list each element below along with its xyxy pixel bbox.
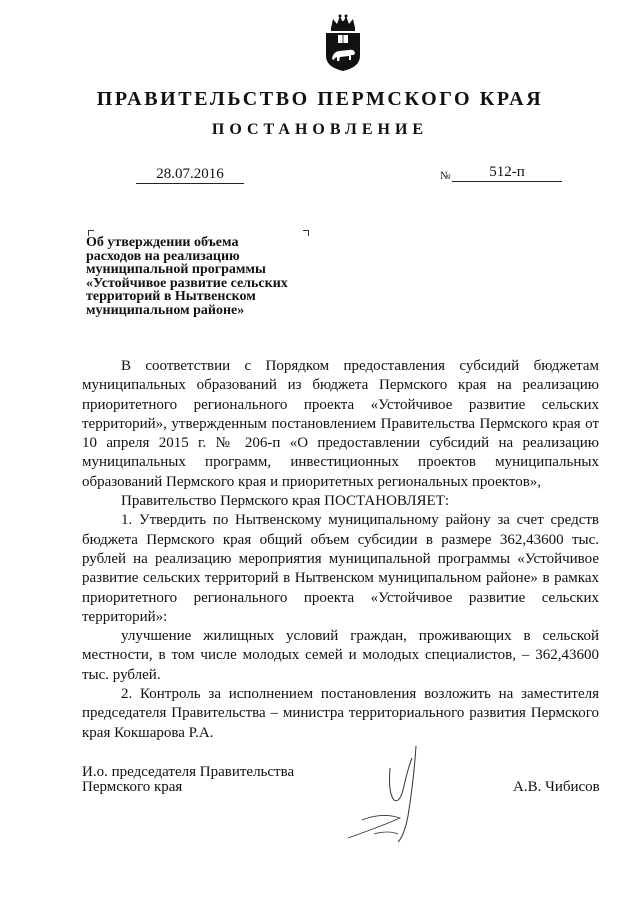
subject-line: Об утверждении объема	[86, 235, 239, 250]
signatory-position-line: И.о. председателя Правительства	[82, 764, 295, 780]
document-type: ПОСТАНОВЛЕНИЕ	[211, 121, 429, 138]
number-sign: №	[440, 170, 451, 182]
subject-line: муниципальной программы	[86, 262, 266, 278]
signatory-position	[82, 765, 294, 795]
subject-line: расходов на реализацию	[86, 248, 240, 264]
document-body	[82, 357, 599, 743]
signatory-name: А.В. Чибисов	[513, 779, 600, 795]
subject-line: «Устойчивое развитие сельских	[86, 275, 288, 291]
organization-title: ПРАВИТЕЛЬСТВО ПЕРМСКОГО КРАЯ	[96, 88, 544, 110]
body-paragraph-item-2: 2. Контроль за исполнением постановления возложить на заместителя председателя Правительства – министра территориального развития Пермского края Кокшарова Р.А.	[82, 686, 599, 741]
document-date: 28.07.2016	[136, 166, 244, 184]
body-paragraph-preamble: В соответствии с Порядком предоставления субсидий бюджетам муниципальных образований из бюджета Пермского края на реализацию приоритетного регионального проекта «Устойчивое развитие сельских территорий», утвержденным постановлением Правительства Пермского края от 10 апреля 2015 г. № 206-п «О предоставлении субсидий на реализацию муниципальных программ, инвестиционных проектов муниципальных образований Пермского края и приоритетных региональных проектов»,	[82, 358, 599, 490]
handwritten-signature	[342, 738, 452, 848]
subject-line: территорий в Нытвенском	[86, 289, 256, 305]
body-paragraph-resolves: Правительство Пермского края ПОСТАНОВЛЯЕТ:	[121, 493, 450, 510]
perm-krai-coat-of-arms-icon	[323, 14, 363, 72]
document-number: 512-п	[452, 164, 562, 182]
subject-line: муниципальном районе»	[86, 302, 245, 318]
document-subject	[86, 236, 316, 318]
body-paragraph-item-1: 1. Утвердить по Нытвенскому муниципальному району за счет средств бюджета Пермского края общий объем субсидии в размере 362,43600 тыс. рублей на реализацию мероприятия муниципальной программы «Устойчивое развитие сельских территорий в Нытвенском муниципальном районе» в рамках приоритетного регионального проекта «Устойчивое развитие сельских территорий»:	[82, 512, 599, 625]
signatory-position-line: Пермского края	[82, 779, 183, 795]
body-paragraph-subitem: улучшение жилищных условий граждан, проживающих в сельской местности, в том числе молодых семей и молодых специалистов, – 362,43600 тыс. рублей.	[82, 628, 599, 683]
